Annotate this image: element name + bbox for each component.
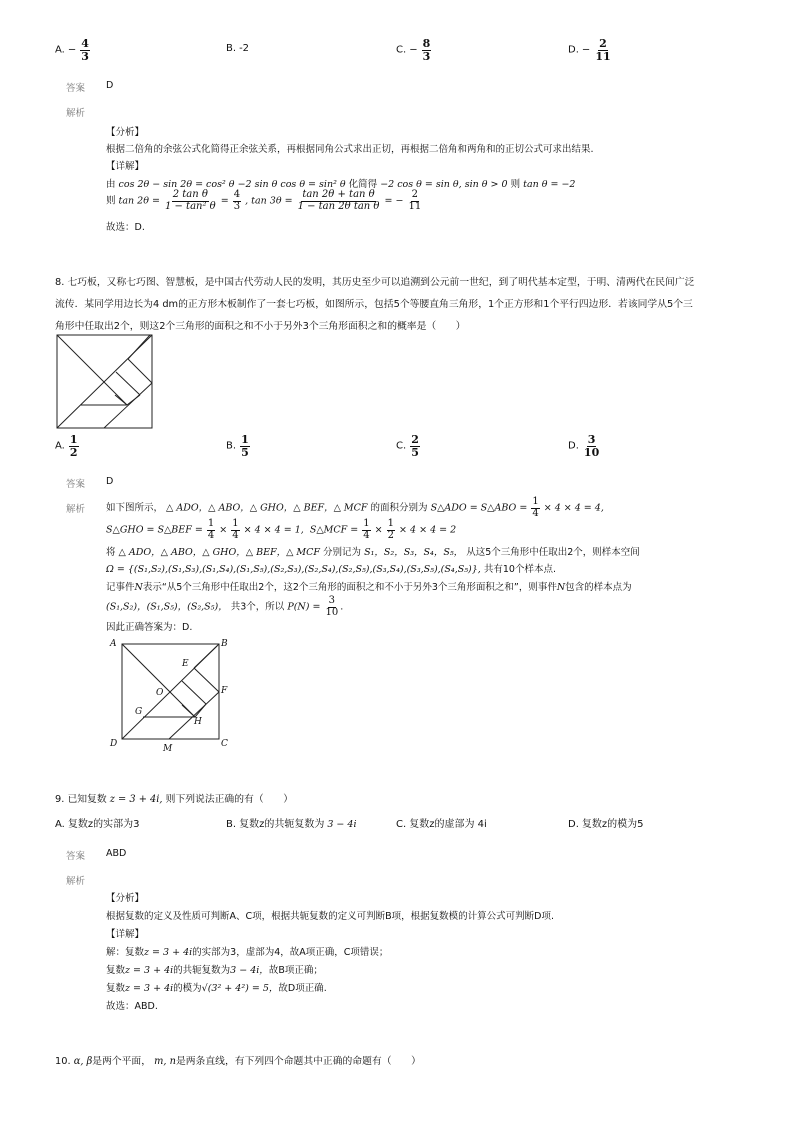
detail-heading: 【详解】 xyxy=(106,161,145,172)
label-h: H xyxy=(194,717,202,727)
q8-stem-line-2: 流传．某同学用边长为4 dm的正方形木板制作了一套七巧板，如图所示，包括5个等腰直角三角形，1个正方形和1个平行四边形．若该同学从5个三 xyxy=(55,299,693,310)
analysis-label: 解析 xyxy=(66,876,86,887)
q7-solution-line-2: 则 tan 2θ = $\frac{\text{2 tan θ}}{\text{1 − tan² θ}}$ = $\frac{4}{3}$ , tan 3θ = $\frac{\text{tan 2θ + tan θ}}{\text{1 − tan 2θ tan θ}}$ = − $\frac{2}{11}$ xyxy=(106,189,422,212)
fraction: $\frac{\text{tan 2θ + tan θ}}{\text{1 − tan 2θ tan θ}}$ xyxy=(297,189,380,212)
q10-stem: 10. α, β是两个平面， m, n是两条直线，有下列四个命题其中正确的命题有（ ） xyxy=(55,1056,421,1067)
q7-option-c[interactable]: C. − $\frac{8}{3}$ xyxy=(396,37,431,63)
q9-option-c[interactable]: C. 复数z的虚部为 4i xyxy=(396,819,487,830)
q8-option-a[interactable]: A. $\frac{1}{2}$ xyxy=(55,433,78,459)
q9-stem: 9. 已知复数 z = 3 + 4i, 则下列说法正确的有（ ） xyxy=(55,794,294,805)
label-f: F xyxy=(221,686,228,696)
q8-analysis-line-1: 如下图所示， △ ADO，△ ABO，△ GHO，△ BEF，△ MCF 的面积分别为 S△ADO = S△ABO = $\frac{1}{4}$ × 4 × 4 = 4, xyxy=(106,496,604,519)
fraction: $\frac{\text{2 tan θ}}{\text{1 − tan² θ}}$ xyxy=(164,189,216,212)
q7-option-d[interactable]: D. − $\frac{2}{11}$ xyxy=(568,37,611,63)
label-o: O xyxy=(156,688,164,698)
analysis-text: 根据二倍角的余弦公式化简得正余弦关系，再根据同角公式求出正切，再根据二倍角和两角和的正切公式可求出结果. xyxy=(106,144,594,155)
q8-analysis-line-5: 记事件N表示“从5个三角形中任取出2个，这2个三角形的面积之和不小于另外3个三角形面积之和”，则事件N包含的样本点为 xyxy=(106,582,632,593)
detail-heading: 【详解】 xyxy=(106,929,145,940)
analysis-heading: 【分析】 xyxy=(106,127,145,138)
answer-label: 答案 xyxy=(66,479,86,490)
q7-option-a[interactable] xyxy=(55,38,91,62)
q7-solution-line-1: 由 cos 2θ − sin 2θ = cos² θ −2 sin θ cos θ = sin² θ 化简得 −2 cos θ = sin θ, sin θ > 0 则 tan θ = −2 xyxy=(106,179,576,190)
q9-solution-line-3: 复数z = 3 + 4i的模为√(3² + 4²) = 5，故D项正确. xyxy=(106,983,327,994)
q7-option-b[interactable]: B. -2 xyxy=(226,43,250,54)
q8-conclusion: 因此正确答案为：D. xyxy=(106,622,193,633)
label-b: B xyxy=(221,639,228,649)
q9-solution-line-2: 复数z = 3 + 4i的共轭复数为3 − 4i，故B项正确； xyxy=(106,965,323,976)
label-d: D xyxy=(110,739,118,749)
minus-sign: − xyxy=(67,44,77,56)
q8-analysis-line-3: 将 △ ADO，△ ABO，△ GHO，△ BEF，△ MCF 分别记为 S₁，S₂，S₃，S₄，S₅， 从这5个三角形中任取出2个，则样本空间 xyxy=(106,547,640,558)
q9-option-b[interactable]: B. 复数z的共轭复数为 3 − 4i xyxy=(226,819,357,830)
fraction: $\frac{4}{3}$ xyxy=(81,37,89,63)
label-a: A xyxy=(110,639,117,649)
answer-value: D xyxy=(106,476,114,487)
answer-value: ABD xyxy=(106,848,127,859)
answer-label: 答案 xyxy=(66,851,86,862)
q8-option-d[interactable]: D. $\frac{3}{10}$ xyxy=(568,433,600,459)
q8-option-b[interactable]: B. $\frac{1}{5}$ xyxy=(226,433,249,459)
answer-label: 答案 xyxy=(66,83,86,94)
analysis-heading: 【分析】 xyxy=(106,893,145,904)
q9-option-a[interactable]: A. 复数z的实部为3 xyxy=(55,819,140,830)
q8-analysis-line-6: (S₁,S₂)，(S₁,S₅)，(S₂,S₅)， 共3个，所以 P(N) = $\frac{3}{10}$ . xyxy=(106,595,344,618)
tangram-figure xyxy=(55,333,155,431)
analysis-label: 解析 xyxy=(66,108,86,119)
q8-option-c[interactable]: C. $\frac{2}{5}$ xyxy=(396,433,419,459)
q9-solution-line-1: 解：复数z = 3 + 4i的实部为3，虚部为4，故A项正确，C项错误； xyxy=(106,947,389,958)
analysis-text: 根据复数的定义及性质可判断A、C项，根据共轭复数的定义可判断B项，根据复数模的计算公式可判断D项. xyxy=(106,911,554,922)
label-c: C xyxy=(221,739,228,749)
fraction: $\frac{4}{3}$ xyxy=(233,189,241,212)
q9-conclusion: 故选：ABD. xyxy=(106,1001,158,1012)
answer-value: D xyxy=(106,80,114,91)
q8-analysis-line-2: S△GHO = S△BEF = $\frac{1}{4}$ × $\frac{1}{4}$ × 4 × 4 = 1, S△MCF = $\frac{1}{4}$ × $\frac{1}{2}$ × 4 × 4 = 2 xyxy=(106,518,457,541)
label-e: E xyxy=(182,659,189,669)
option-letter: A. xyxy=(55,44,65,56)
q8-stem-line-1: 8. 七巧板，又称七巧图、智慧板，是中国古代劳动人民的发明，其历史至少可以追溯到公元前一世纪，到了明代基本定型，于明、清两代在民间广泛 xyxy=(55,277,695,288)
q7-conclusion: 故选：D. xyxy=(106,222,145,233)
label-m: M xyxy=(163,744,173,752)
q8-stem-line-3: 角形中任取出2个，则这2个三角形的面积之和不小于另外3个三角形面积之和的概率是（ ） xyxy=(55,321,466,332)
q9-option-d[interactable]: D. 复数z的模为5 xyxy=(568,819,644,830)
label-g: G xyxy=(135,707,143,717)
labeled-tangram-figure xyxy=(106,634,232,752)
fraction: $\frac{2}{11}$ xyxy=(408,189,422,212)
q8-analysis-line-4: Ω = {(S₁,S₂),(S₁,S₃),(S₁,S₄),(S₁,S₅),(S₂,S₃),(S₂,S₄),(S₂,S₅),(S₃,S₄),(S₃,S₅),(S₄,S₅)}, 共有10个样本点. xyxy=(106,564,556,575)
analysis-label: 解析 xyxy=(66,504,86,515)
